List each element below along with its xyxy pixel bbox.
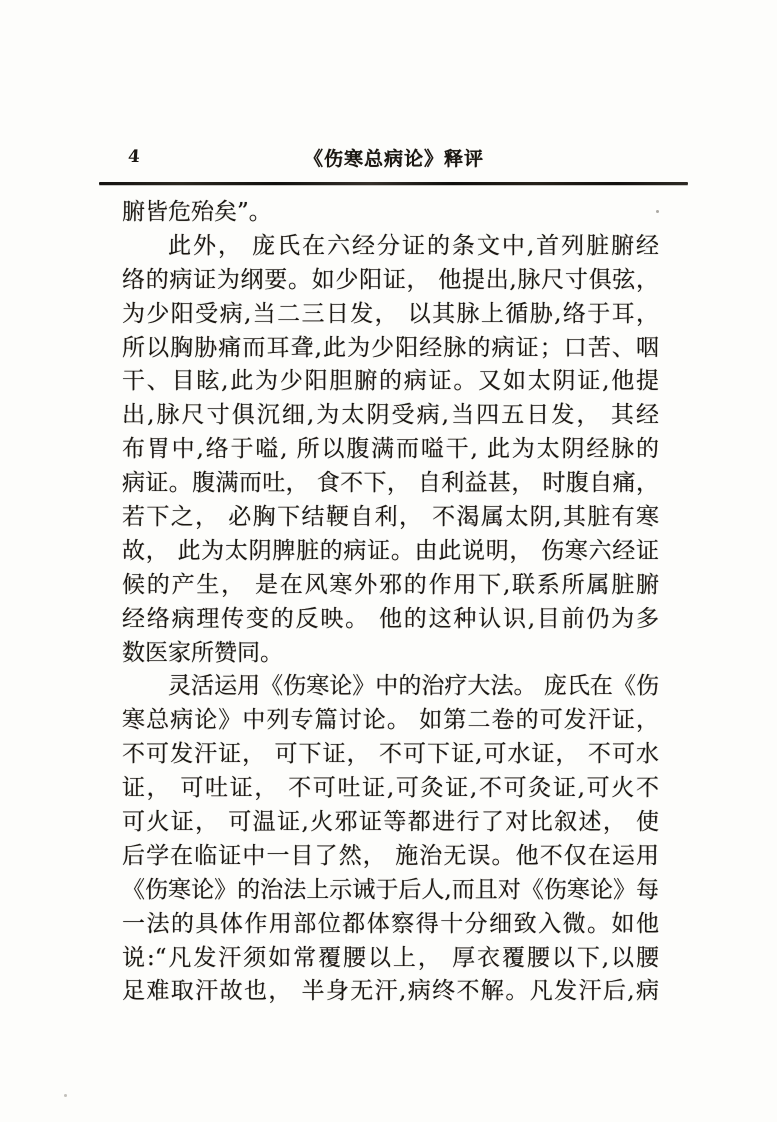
header-rule	[99, 182, 688, 185]
text-line: 为少阳受病,当二三日发， 以其脉上循胁,络于耳，	[122, 300, 659, 327]
text-line: 后学在临证中一目了然， 施治无误。他不仅在运用	[122, 842, 659, 869]
page-number: 4	[127, 147, 141, 167]
running-title: 《伤寒总病论》释评	[303, 148, 484, 170]
text-line: 病证。腹满而吐， 食不下， 自利益甚， 时腹自痛，	[122, 470, 659, 497]
text-line: 灵活运用《伤寒论》中的治疗大法。 庞氏在《伤	[168, 673, 659, 700]
scan-speck	[656, 210, 659, 213]
text-line: 腑皆危殆矣”。	[122, 199, 272, 225]
text-line: 经络病理传变的反映。 他的这种认识,目前仍为多	[122, 605, 659, 632]
text-line: 证， 可吐证， 不可吐证,可灸证,不可灸证,可火不	[122, 775, 659, 802]
scan-speck	[573, 857, 577, 860]
body-text	[122, 196, 659, 1009]
scan-speck	[64, 1094, 67, 1097]
text-line: 络的病证为纲要。如少阳证， 他提出,脉尺寸俱弦，	[122, 266, 659, 293]
text-line: 不可发汗证， 可下证， 不可下证,可水证， 不可水	[122, 741, 659, 768]
text-line: 寒总病论》中列专篇讨论。 如第二卷的可发汗证，	[122, 707, 659, 734]
text-line: 足难取汗故也， 半身无汗,病终不解。凡发汗后,病	[122, 978, 659, 1005]
text-line: 可火证， 可温证,火邪证等都进行了对比叙述， 使	[122, 809, 659, 836]
text-line: 出,脉尺寸俱沉细,为太阴受病,当四五日发， 其经	[122, 402, 659, 429]
text-line: 此外， 庞氏在六经分证的条文中,首列脏腑经	[168, 232, 659, 259]
text-line: 说:“凡发汗须如常覆腰以上， 厚衣覆腰以下,以腰	[122, 944, 659, 971]
text-line: 所以胸胁痛而耳聋,此为少阳经脉的病证；口苦、咽	[122, 334, 659, 361]
text-line: 布胃中,络于嗌, 所以腹满而嗌干, 此为太阴经脉的	[122, 436, 659, 463]
text-line: 干、目眩,此为少阳胆腑的病证。又如太阴证,他提	[122, 368, 659, 395]
text-line: 一法的具体作用部位都体察得十分细致入微。如他	[122, 910, 659, 937]
text-line: 候的产生， 是在风寒外邪的作用下,联系所属脏腑	[122, 571, 659, 598]
text-line: 若下之， 必胸下结鞕自利， 不渴属太阴,其脏有寒	[122, 504, 659, 531]
text-line: 故， 此为太阴脾脏的病证。由此说明， 伤寒六经证	[122, 537, 659, 564]
text-line: 《伤寒论》的治法上示诫于后人,而且对《伤寒论》每	[122, 876, 659, 903]
text-line: 数医家所赞同。	[122, 639, 283, 666]
page-header	[100, 144, 688, 174]
